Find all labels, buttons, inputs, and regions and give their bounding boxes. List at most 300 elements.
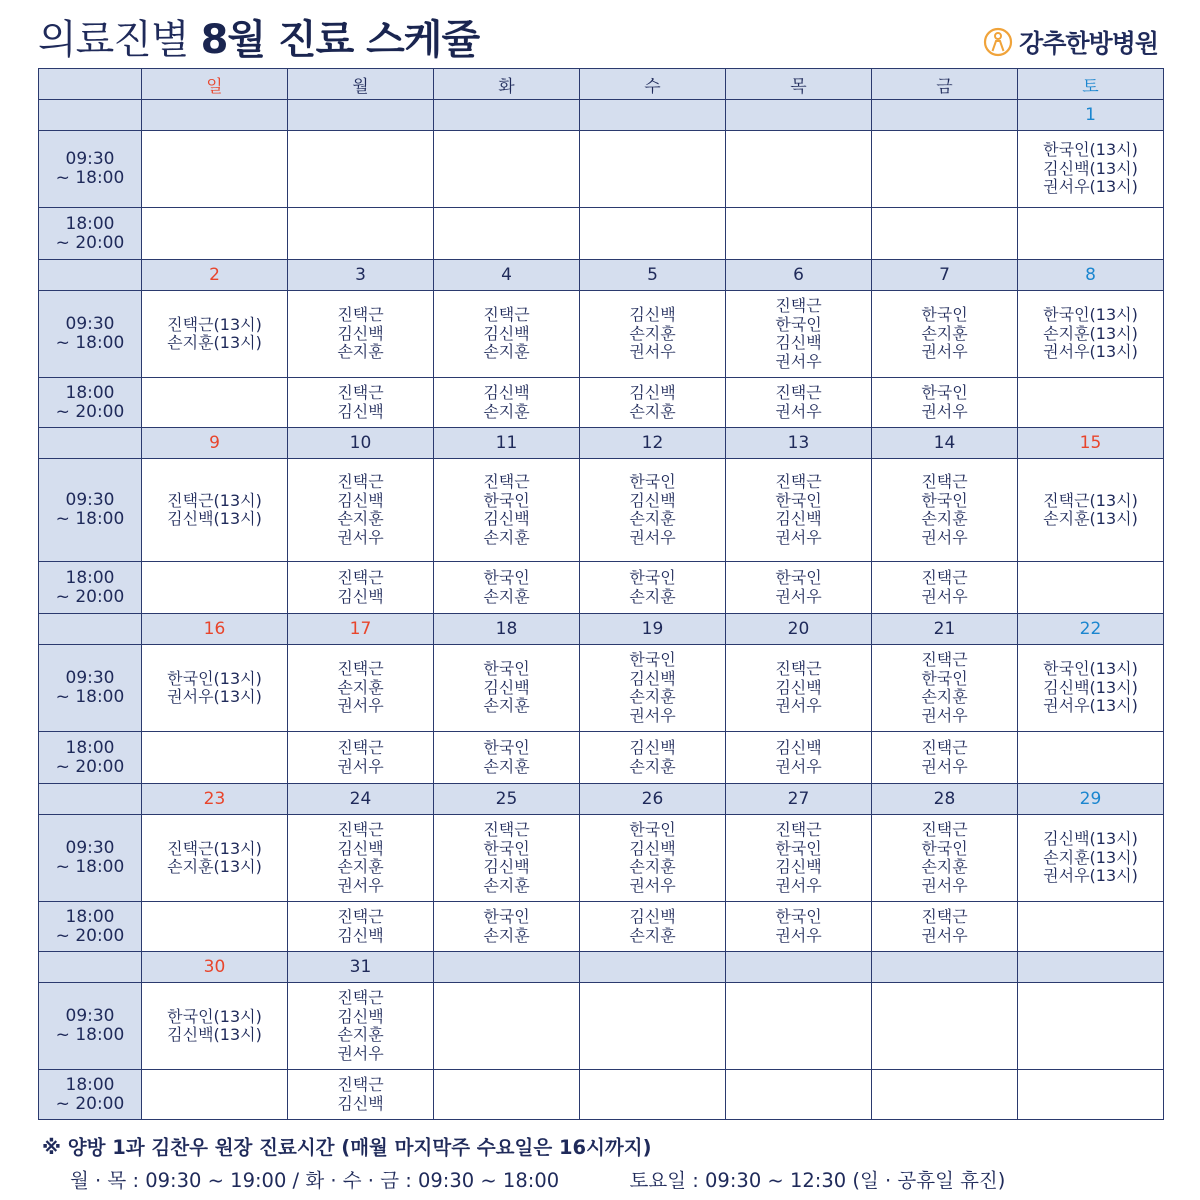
doctor-name: 김신백 — [775, 857, 822, 876]
doctor-name: 손지훈 — [629, 586, 676, 606]
doctor-name: 한국인 — [483, 490, 530, 510]
doctor-name: 진택근 — [921, 907, 968, 926]
doctor-name: 손지훈(13시) — [1043, 323, 1138, 343]
doctor-name: 한국인 — [921, 838, 968, 858]
schedule-cell — [872, 902, 1018, 952]
date-cell — [142, 100, 288, 131]
schedule-cell — [580, 815, 726, 902]
doctor-name: 진택근(13시) — [167, 314, 262, 334]
schedule-cell — [726, 902, 872, 952]
time-slot-text: 18:00 — [65, 213, 115, 234]
doctor-name: 손지훈 — [629, 687, 676, 706]
time-slot-label — [39, 1070, 142, 1120]
time-slot-text: ~ 20:00 — [55, 586, 125, 607]
schedule-cell — [580, 378, 726, 428]
weekday-header: 일 — [142, 69, 288, 100]
date-cell — [580, 952, 726, 983]
schedule-cell — [288, 459, 434, 562]
schedule-cell — [434, 459, 580, 562]
doctor-name: 김신백 — [629, 305, 676, 325]
corner-cell — [39, 69, 142, 100]
schedule-cell — [288, 208, 434, 260]
hospital-logo — [983, 24, 1158, 60]
weekday-header-row — [39, 69, 1164, 100]
date-cell: 29 — [1018, 784, 1164, 815]
schedule-cell — [1018, 732, 1164, 784]
doctor-name: 김신백 — [337, 586, 384, 606]
doctor-name: 손지훈 — [921, 509, 968, 528]
date-row-label — [39, 614, 142, 645]
date-row-label — [39, 784, 142, 815]
schedule-cell — [580, 291, 726, 378]
date-cell: 1 — [1018, 100, 1164, 131]
hours-saturday: 토요일 : 09:30 ~ 12:30 (일 · 공휴일 휴진) — [629, 1169, 1006, 1192]
date-cell: 26 — [580, 784, 726, 815]
doctor-name: 진택근 — [337, 383, 384, 402]
schedule-cell — [1018, 208, 1164, 260]
doctor-name: 권서우 — [921, 875, 968, 895]
doctor-name: 권서우 — [337, 527, 384, 547]
doctor-name: 손지훈 — [629, 401, 676, 421]
schedule-cell — [580, 131, 726, 208]
doctor-name: 한국인 — [483, 907, 530, 926]
doctor-name: 한국인 — [775, 314, 822, 334]
schedule-cell — [434, 1070, 580, 1120]
doctor-name: 진택근 — [337, 659, 384, 679]
date-cell: 28 — [872, 784, 1018, 815]
doctor-name: 한국인 — [629, 820, 676, 839]
date-cell: 17 — [288, 614, 434, 645]
schedule-cell — [726, 815, 872, 902]
time-slot-text: 18:00 — [65, 1074, 115, 1095]
date-cell: 4 — [434, 260, 580, 291]
time-slot-text: ~ 20:00 — [55, 756, 125, 777]
doctor-name: 손지훈(13시) — [1043, 509, 1138, 528]
date-cell — [872, 100, 1018, 131]
doctor-name: 진택근 — [337, 820, 384, 839]
schedule-cell — [872, 732, 1018, 784]
day-shift-row — [39, 983, 1164, 1070]
page-title — [38, 8, 479, 64]
doctor-name: 한국인 — [921, 490, 968, 510]
schedule-cell — [1018, 902, 1164, 952]
doctor-hours-detail — [70, 1165, 1005, 1193]
time-slot-text: 09:30 — [65, 149, 115, 169]
schedule-cell — [872, 459, 1018, 562]
time-slot-text: ~ 18:00 — [55, 687, 125, 707]
doctor-name: 한국인 — [775, 568, 822, 587]
schedule-cell — [872, 291, 1018, 378]
schedule-cell — [288, 562, 434, 614]
doctor-name: 손지훈 — [483, 875, 530, 895]
schedule-cell — [288, 983, 434, 1070]
doctor-name: 한국인 — [483, 838, 530, 858]
note-title: ※ 양방 1과 김찬우 원장 진료시간 (매월 마지막주 수요일은 16시까지) — [42, 1136, 652, 1159]
date-cell: 23 — [142, 784, 288, 815]
doctor-name: 진택근 — [921, 650, 968, 669]
schedule-cell — [142, 815, 288, 902]
doctor-name: 김신백(13시) — [167, 1025, 262, 1044]
doctor-name: 손지훈 — [921, 323, 968, 343]
doctor-name: 진택근 — [337, 305, 384, 325]
time-slot-label — [39, 815, 142, 902]
doctor-name: 진택근(13시) — [167, 490, 262, 510]
date-cell — [580, 100, 726, 131]
date-cell: 19 — [580, 614, 726, 645]
doctor-name: 한국인(13시) — [167, 1006, 262, 1026]
doctor-name: 김신백 — [337, 1093, 384, 1113]
doctor-name: 권서우 — [337, 875, 384, 895]
night-shift-row — [39, 902, 1164, 952]
doctor-name: 손지훈 — [629, 323, 676, 343]
doctor-name: 진택근 — [775, 472, 822, 491]
doctor-name: 한국인 — [483, 659, 530, 679]
weekday-header: 수 — [580, 69, 726, 100]
doctor-name: 손지훈(13시) — [167, 857, 262, 876]
doctor-name: 손지훈 — [483, 586, 530, 606]
doctor-name: 김신백 — [775, 509, 822, 528]
doctor-name: 진택근 — [483, 305, 530, 325]
doctor-name: 손지훈 — [483, 925, 530, 945]
doctor-name: 김신백 — [629, 668, 676, 688]
schedule-cell — [288, 131, 434, 208]
doctor-name: 김신백 — [337, 1006, 384, 1026]
schedule-cell — [288, 378, 434, 428]
schedule-cell — [288, 815, 434, 902]
doctor-name: 권서우 — [921, 401, 968, 421]
doctor-name: 손지훈(13시) — [167, 333, 262, 352]
night-shift-row — [39, 1070, 1164, 1120]
doctor-name: 김신백 — [629, 838, 676, 858]
schedule-cell — [142, 208, 288, 260]
doctor-name: 손지훈 — [483, 401, 530, 421]
doctor-name: 김신백 — [629, 907, 676, 926]
day-shift-row — [39, 291, 1164, 378]
date-cell: 22 — [1018, 614, 1164, 645]
date-row — [39, 614, 1164, 645]
time-slot-text: ~ 18:00 — [55, 509, 125, 529]
weekday-header: 화 — [434, 69, 580, 100]
doctor-name: 한국인 — [921, 305, 968, 325]
schedule-cell — [142, 291, 288, 378]
doctor-name: 한국인 — [483, 568, 530, 587]
date-cell — [726, 100, 872, 131]
time-slot-label — [39, 732, 142, 784]
time-slot-label — [39, 459, 142, 562]
time-slot-text: ~ 18:00 — [55, 1025, 125, 1045]
night-shift-row — [39, 562, 1164, 614]
schedule-cell — [142, 983, 288, 1070]
doctor-name: 손지훈 — [483, 756, 530, 776]
time-slot-label — [39, 902, 142, 952]
schedule-cell — [1018, 459, 1164, 562]
schedule-cell — [580, 983, 726, 1070]
time-slot-text: ~ 20:00 — [55, 925, 125, 946]
doctor-name: 김신백(13시) — [167, 509, 262, 528]
doctor-name: 한국인 — [775, 907, 822, 926]
date-cell: 9 — [142, 428, 288, 459]
doctor-name: 권서우 — [775, 527, 822, 547]
doctor-name: 진택근 — [921, 738, 968, 757]
time-slot-label — [39, 378, 142, 428]
time-slot-text: ~ 18:00 — [55, 333, 125, 353]
weekday-header: 금 — [872, 69, 1018, 100]
date-cell — [1018, 952, 1164, 983]
date-cell: 30 — [142, 952, 288, 983]
schedule-cell — [872, 645, 1018, 732]
doctor-name: 한국인 — [483, 738, 530, 757]
schedule-cell — [1018, 378, 1164, 428]
doctor-name: 한국인 — [775, 490, 822, 510]
date-row-label — [39, 952, 142, 983]
doctor-name: 권서우 — [629, 342, 676, 362]
schedule-cell — [1018, 562, 1164, 614]
date-cell — [872, 952, 1018, 983]
schedule-cell — [872, 208, 1018, 260]
date-cell: 25 — [434, 784, 580, 815]
doctor-name: 진택근(13시) — [1043, 490, 1138, 510]
date-cell: 31 — [288, 952, 434, 983]
schedule-cell — [434, 983, 580, 1070]
doctor-name: 한국인 — [921, 668, 968, 688]
doctor-name: 한국인 — [629, 472, 676, 491]
date-cell: 24 — [288, 784, 434, 815]
doctor-name: 진택근 — [337, 738, 384, 757]
date-cell: 12 — [580, 428, 726, 459]
day-shift-row — [39, 645, 1164, 732]
doctor-name: 권서우 — [921, 342, 968, 362]
date-cell — [434, 952, 580, 983]
doctor-name: 손지훈 — [483, 527, 530, 547]
date-row — [39, 428, 1164, 459]
doctor-name: 권서우(13시) — [1043, 866, 1138, 886]
doctor-name: 김신백 — [629, 490, 676, 510]
schedule-cell — [142, 131, 288, 208]
doctor-name: 손지훈 — [921, 687, 968, 706]
time-slot-text: 18:00 — [65, 567, 115, 588]
schedule-cell — [142, 459, 288, 562]
doctor-name: 권서우 — [775, 696, 822, 716]
schedule-cell — [726, 208, 872, 260]
doctor-name: 김신백 — [775, 333, 822, 352]
night-shift-row — [39, 208, 1164, 260]
weekday-header: 목 — [726, 69, 872, 100]
doctor-name: 권서우 — [921, 586, 968, 606]
doctor-name: 김신백 — [775, 738, 822, 757]
date-cell: 3 — [288, 260, 434, 291]
date-cell: 5 — [580, 260, 726, 291]
date-cell — [434, 100, 580, 131]
schedule-cell — [872, 378, 1018, 428]
doctor-name: 진택근(13시) — [167, 838, 262, 858]
date-cell: 27 — [726, 784, 872, 815]
doctor-name: 손지훈 — [483, 696, 530, 716]
date-cell: 8 — [1018, 260, 1164, 291]
weekday-header: 월 — [288, 69, 434, 100]
doctor-name: 손지훈 — [337, 1025, 384, 1044]
date-cell: 14 — [872, 428, 1018, 459]
schedule-cell — [288, 902, 434, 952]
doctor-name: 권서우 — [629, 875, 676, 895]
doctor-name: 한국인 — [629, 650, 676, 669]
time-slot-text: 18:00 — [65, 906, 115, 927]
schedule-cell — [1018, 815, 1164, 902]
schedule-cell — [1018, 645, 1164, 732]
time-slot-text: 09:30 — [65, 314, 115, 334]
doctor-name: 손지훈 — [337, 857, 384, 876]
schedule-table — [38, 68, 1164, 1120]
doctor-name: 진택근 — [483, 820, 530, 839]
date-cell: 15 — [1018, 428, 1164, 459]
title-bold: 8월 진료 스케쥴 — [200, 17, 480, 63]
doctor-name: 김신백 — [483, 383, 530, 402]
schedule-cell — [580, 732, 726, 784]
title-light: 의료진별 — [38, 17, 189, 63]
time-slot-text: 18:00 — [65, 737, 115, 758]
schedule-cell — [726, 131, 872, 208]
doctor-name: 권서우 — [921, 527, 968, 547]
schedule-cell — [580, 208, 726, 260]
doctor-name: 권서우 — [629, 705, 676, 725]
schedule-cell — [872, 983, 1018, 1070]
time-slot-text: ~ 20:00 — [55, 232, 125, 253]
person-in-circle-icon — [983, 27, 1013, 57]
doctor-name: 권서우(13시) — [167, 687, 262, 706]
doctor-name: 한국인 — [775, 838, 822, 858]
schedule-cell — [434, 378, 580, 428]
doctor-name: 진택근 — [921, 820, 968, 839]
schedule-cell — [288, 645, 434, 732]
schedule-cell — [434, 562, 580, 614]
doctor-name: 권서우 — [775, 925, 822, 945]
date-cell: 7 — [872, 260, 1018, 291]
time-slot-text: 18:00 — [65, 382, 115, 403]
doctor-name: 진택근 — [921, 472, 968, 491]
doctor-name: 진택근 — [775, 820, 822, 839]
doctor-name: 진택근 — [921, 568, 968, 587]
schedule-cell — [726, 378, 872, 428]
time-slot-label — [39, 562, 142, 614]
schedule-cell — [726, 983, 872, 1070]
date-cell: 6 — [726, 260, 872, 291]
schedule-cell — [288, 291, 434, 378]
time-slot-label — [39, 291, 142, 378]
date-row — [39, 260, 1164, 291]
schedule-cell — [288, 1070, 434, 1120]
day-shift-row — [39, 131, 1164, 208]
time-slot-label — [39, 983, 142, 1070]
time-slot-label — [39, 208, 142, 260]
doctor-name: 진택근 — [337, 472, 384, 491]
doctor-name: 진택근 — [337, 988, 384, 1007]
doctor-name: 권서우(13시) — [1043, 342, 1138, 362]
time-slot-text: 09:30 — [65, 668, 115, 688]
schedule-cell — [142, 902, 288, 952]
doctor-name: 권서우 — [775, 401, 822, 421]
schedule-cell — [872, 131, 1018, 208]
doctor-name: 권서우 — [337, 1043, 384, 1063]
doctor-name: 손지훈 — [629, 925, 676, 945]
doctor-name: 김신백 — [483, 857, 530, 876]
doctor-name: 김신백(13시) — [1043, 829, 1138, 849]
doctor-name: 김신백 — [337, 401, 384, 421]
date-cell — [726, 952, 872, 983]
doctor-name: 김신백 — [629, 383, 676, 402]
doctor-name: 권서우(13시) — [1043, 177, 1138, 197]
schedule-cell — [872, 815, 1018, 902]
schedule-cell — [726, 459, 872, 562]
date-row — [39, 784, 1164, 815]
date-row-label — [39, 100, 142, 131]
date-cell: 21 — [872, 614, 1018, 645]
schedule-cell — [434, 131, 580, 208]
date-cell — [288, 100, 434, 131]
schedule-cell — [726, 291, 872, 378]
doctor-name: 손지훈 — [629, 509, 676, 528]
doctor-name: 김신백(13시) — [1043, 158, 1138, 178]
schedule-cell — [142, 562, 288, 614]
time-slot-text: 09:30 — [65, 1006, 115, 1026]
doctor-name: 한국인(13시) — [167, 668, 262, 688]
doctor-hours-note — [42, 1132, 652, 1160]
date-cell: 2 — [142, 260, 288, 291]
doctor-name: 김신백 — [483, 509, 530, 528]
schedule-cell — [434, 815, 580, 902]
doctor-name: 손지훈 — [921, 857, 968, 876]
night-shift-row — [39, 732, 1164, 784]
doctor-name: 권서우 — [775, 351, 822, 371]
time-slot-label — [39, 131, 142, 208]
doctor-name: 권서우 — [337, 756, 384, 776]
doctor-name: 권서우(13시) — [1043, 696, 1138, 716]
schedule-cell — [142, 645, 288, 732]
doctor-name: 한국인 — [629, 568, 676, 587]
doctor-name: 진택근 — [775, 296, 822, 315]
doctor-name: 진택근 — [775, 659, 822, 679]
doctor-name: 손지훈 — [337, 509, 384, 528]
doctor-name: 김신백 — [337, 490, 384, 510]
schedule-cell — [872, 1070, 1018, 1120]
schedule-cell — [142, 378, 288, 428]
date-cell: 18 — [434, 614, 580, 645]
doctor-name: 진택근 — [337, 1075, 384, 1094]
schedule-cell — [580, 902, 726, 952]
schedule-cell — [726, 562, 872, 614]
doctor-name: 진택근 — [337, 907, 384, 926]
doctor-name: 김신백 — [337, 323, 384, 343]
doctor-name: 손지훈 — [629, 857, 676, 876]
day-shift-row — [39, 815, 1164, 902]
date-cell: 10 — [288, 428, 434, 459]
date-cell: 16 — [142, 614, 288, 645]
date-row — [39, 100, 1164, 131]
schedule-cell — [1018, 1070, 1164, 1120]
doctor-name: 김신백 — [337, 925, 384, 945]
doctor-name: 권서우 — [775, 756, 822, 776]
doctor-name: 진택근 — [337, 568, 384, 587]
doctor-name: 진택근 — [775, 383, 822, 402]
time-slot-text: ~ 20:00 — [55, 401, 125, 422]
time-slot-text: ~ 18:00 — [55, 857, 125, 877]
weekday-header: 토 — [1018, 69, 1164, 100]
day-shift-row — [39, 459, 1164, 562]
date-row-label — [39, 260, 142, 291]
schedule-cell — [580, 562, 726, 614]
doctor-name: 손지훈 — [337, 677, 384, 697]
schedule-cell — [580, 1070, 726, 1120]
doctor-name: 한국인(13시) — [1043, 140, 1138, 160]
schedule-cell — [726, 645, 872, 732]
